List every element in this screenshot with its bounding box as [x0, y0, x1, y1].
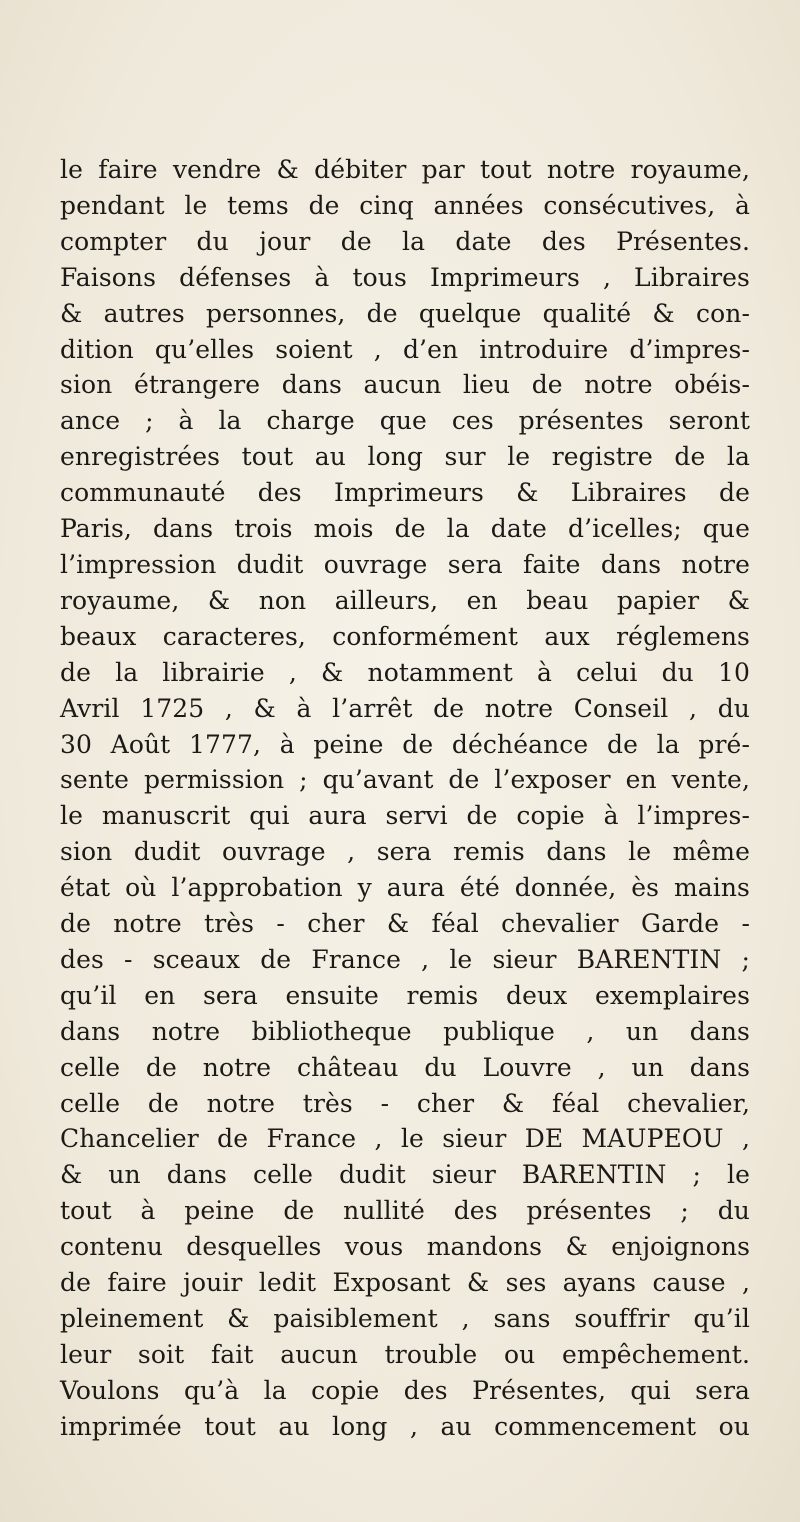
text-line: compter du jour de la date des Présentes. — [60, 226, 750, 256]
text-line: pleinement & paisiblement , sans souffrir qu’il — [60, 1304, 750, 1333]
text-line: ance ; à la charge que ces présentes seront — [60, 406, 750, 436]
text-line: tout à peine de nullité des présentes ; du — [60, 1196, 750, 1226]
text-line: Faisons défenses à tous Imprimeurs , Libraires — [60, 262, 750, 292]
text-line: imprimée tout au long , au commencement ou — [60, 1411, 750, 1441]
text-line: Voulons qu’à la copie des Présentes, qui sera — [60, 1375, 750, 1405]
text-line: leur soit fait aucun trouble ou empêchement. — [60, 1339, 750, 1369]
text-line: l’impression dudit ouvrage sera faite dans notre — [60, 549, 750, 579]
text-line: & un dans celle dudit sieur BARENTIN ; le — [60, 1160, 750, 1190]
text-line: enregistrées tout au long sur le registre de la — [60, 442, 750, 472]
text-line: communauté des Imprimeurs & Libraires de — [60, 478, 750, 508]
text-line: sion dudit ouvrage , sera remis dans le même — [60, 837, 750, 867]
text-line: Chancelier de France , le sieur DE MAUPEOU , — [60, 1124, 750, 1154]
text-line: Avril 1725 , & à l’arrêt de notre Conseil , du — [60, 693, 750, 723]
text-line: contenu desquelles vous mandons & enjoignons — [60, 1232, 750, 1262]
text-line: de la librairie , & notamment à celui du 10 — [60, 657, 750, 687]
text-line: celle de notre château du Louvre , un dans — [60, 1052, 750, 1082]
text-line: Paris, dans trois mois de la date d’icelles; que — [60, 514, 750, 544]
text-line: royaume, & non ailleurs, en beau papier & — [60, 585, 750, 615]
text-line: pendant le tems de cinq années consécutives, à — [60, 190, 750, 220]
text-line: dans notre bibliotheque publique , un dans — [60, 1016, 750, 1046]
text-line: le faire vendre & débiter par tout notre royaume, — [60, 155, 750, 184]
text-line: beaux caracteres, conformément aux réglemens — [60, 621, 750, 651]
text-line: de notre très - cher & féal chevalier Garde - — [60, 909, 750, 939]
text-line: de faire jouir ledit Exposant & ses ayans cause , — [60, 1268, 750, 1298]
text-line: le manuscrit qui aura servi de copie à l’impres- — [60, 801, 750, 831]
privilege-text-block — [60, 152, 750, 1445]
text-line: sente permission ; qu’avant de l’exposer en vente, — [60, 765, 750, 795]
text-line: qu’il en sera ensuite remis deux exemplaires — [60, 980, 750, 1010]
text-line: celle de notre très - cher & féal chevalier, — [60, 1088, 750, 1118]
text-line: des - sceaux de France , le sieur BARENTIN ; — [60, 944, 750, 974]
text-line: dition qu’elles soient , d’en introduire d’impres- — [60, 334, 750, 364]
text-line: 30 Août 1777, à peine de déchéance de la pré- — [60, 729, 750, 759]
text-line: état où l’approbation y aura été donnée, ès mains — [60, 873, 750, 903]
text-line: & autres personnes, de quelque qualité & con- — [60, 298, 750, 328]
text-line: sion étrangere dans aucun lieu de notre obéis- — [60, 370, 750, 400]
